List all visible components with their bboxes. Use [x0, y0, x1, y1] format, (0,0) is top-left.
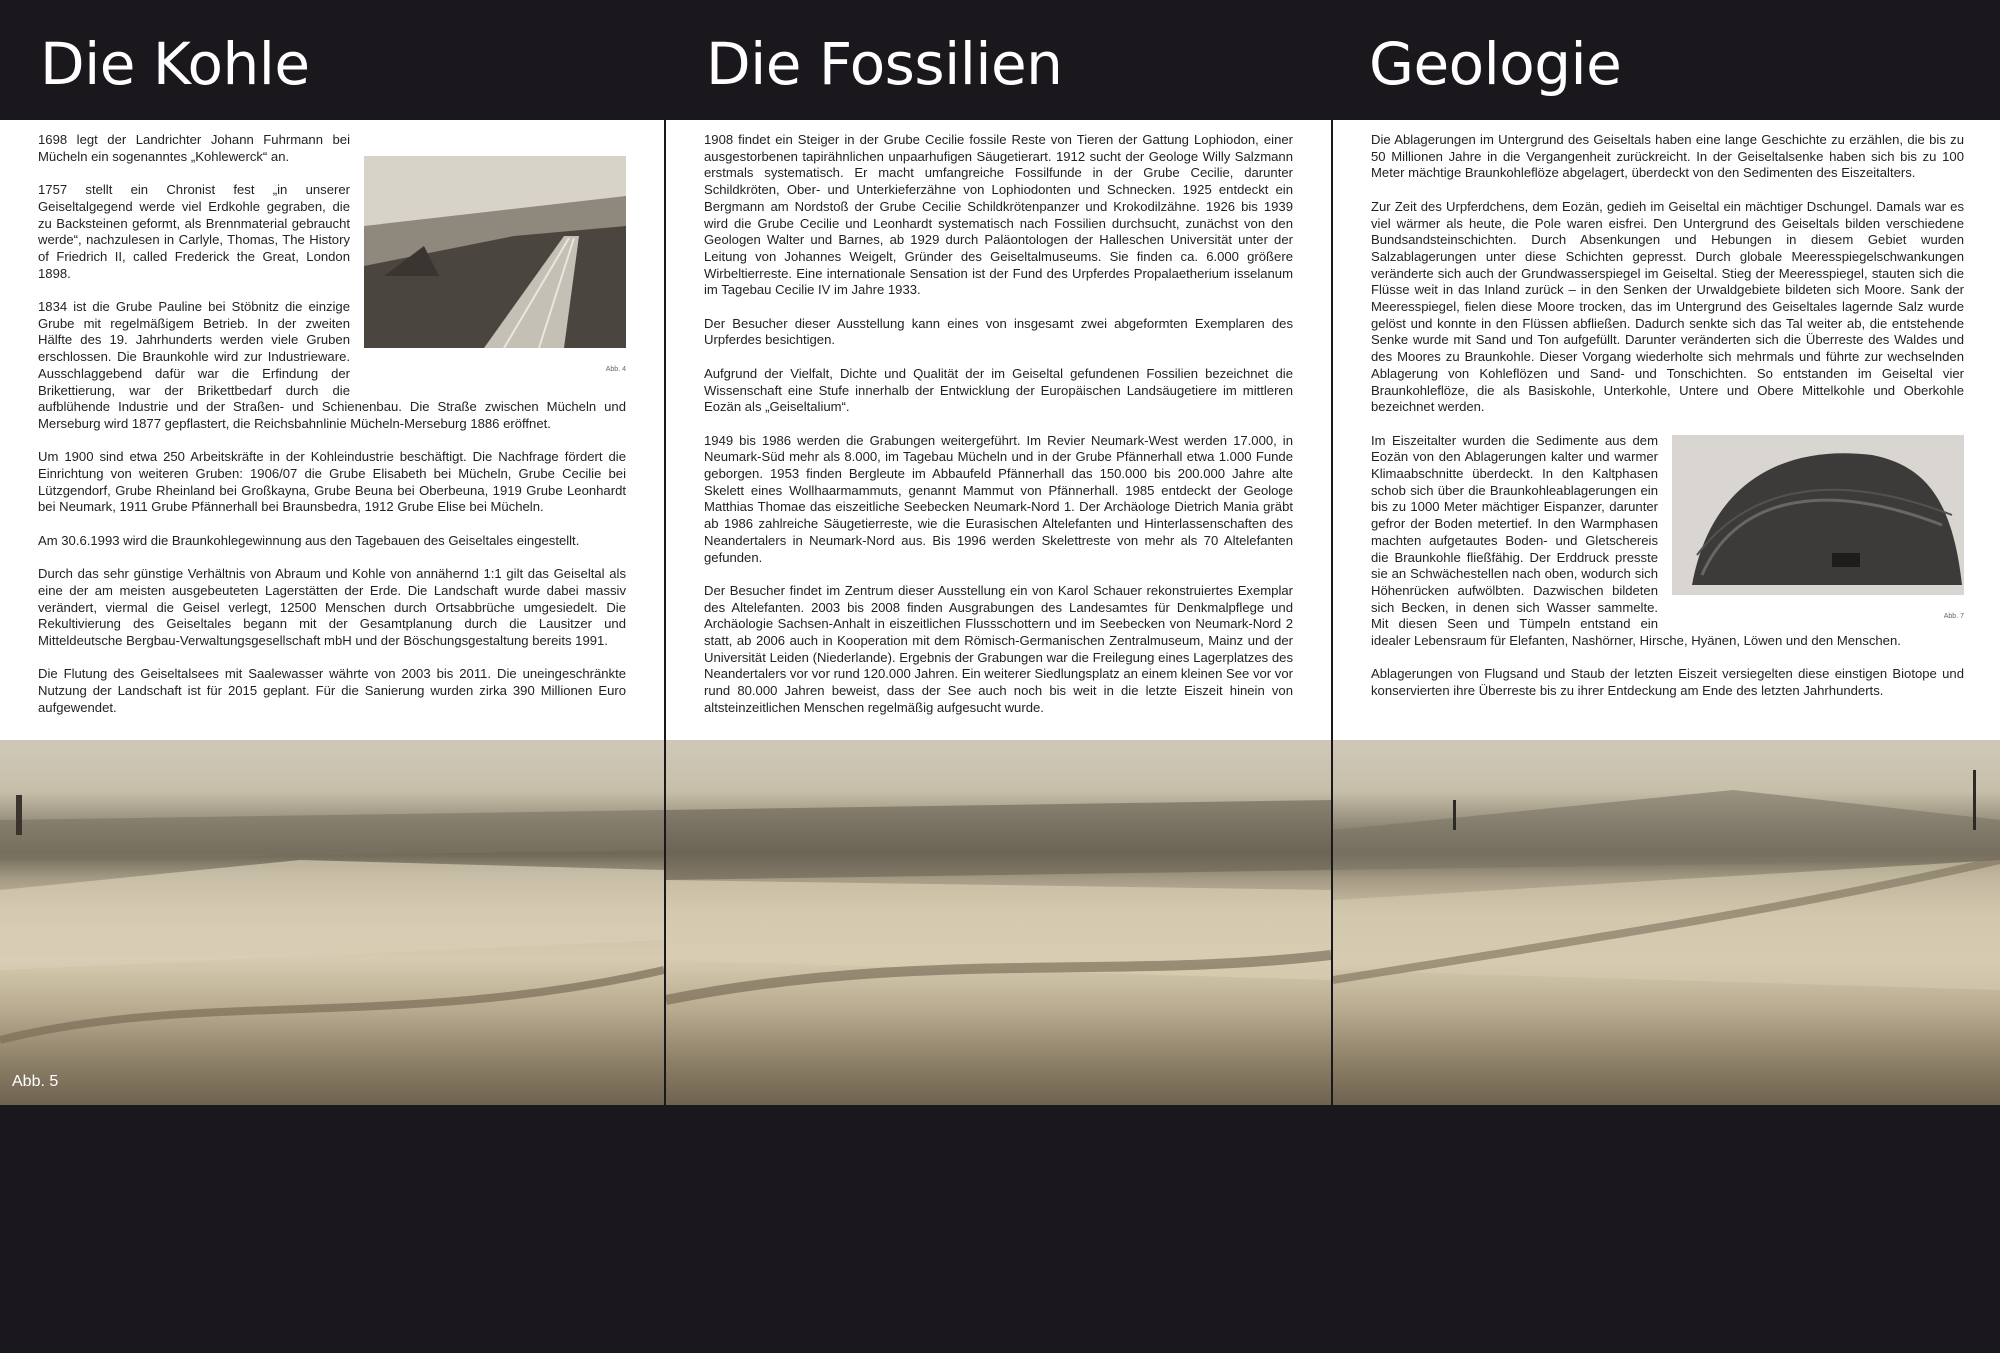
photo-abb-7	[1672, 435, 1964, 626]
text-panel	[1333, 120, 2000, 740]
photo-image	[1672, 435, 1964, 595]
paragraph: 1834 ist die Grube Pauline bei Stöbnitz die einzige Grube mit regelmäßigem Betrieb. In der zweiten Hälfte des 19. Jahrhunderts werden viele Gruben erschlossen. Die Braunkohle wird zur Industrieware. Ausschlaggebend dafür war die Erfindung der Brikettierung, war der Brikettbedarf durch die aufblühende Industrie und der Straßen- und Schienenbau. Die Straße zwischen Mücheln und Merseburg wird 1877 gepflastert, die Reichsbahnlinie Mücheln-Merseburg 1886 eröffnet.	[38, 299, 626, 431]
panorama-photo-right	[1333, 740, 2000, 1105]
photo-caption: Abb. 4	[605, 366, 626, 373]
paragraph: Durch das sehr günstige Verhältnis von Abraum und Kohle von annähernd 1:1 gilt das Geiseltal als eine der am meisten ausgebeuteten Lagerstätten der Erde. Die Landschaft wurde dabei massiv verändert, viermal die Geisel verlegt, 12500 Menschen durch Ortsabbrüche umgesiedelt. Die Rekultivierung des Geiseltales begann mit der Gesamtplanung durch die Lausitzer und Mitteldeutsche Bergbau-Verwaltungsgesellschaft mbH und der Böschungsgestaltung bereits 1991.	[38, 566, 626, 649]
photo-abb-4	[364, 156, 626, 379]
paragraph: 1949 bis 1986 werden die Grabungen weitergeführt. Im Revier Neumark-West werden 17.000, in Neumark-Süd mehr als 8.000, im Tagebau Mücheln und in der Grube Pfännerhall etwa 1.000 Funde geborgen. 1953 finden Bergleute im Abbaufeld Pfännerhall das 150.000 bis 200.000 Jahre alte Skelett eines Wollhaarmammuts, genannt Mammut von Pfännerhall. 1985 entdeckt der Geologe Matthias Thomae das eiszeitliche Seebecken Neumark-Nord 1. Der Archäologe Dietrich Mania gräbt ab 1986 zahlreiche Säugetierreste, wie die Eurasischen Altelefanten und Hinterlassenschaften des Neandertalers in Neumark-Nord aus. Bis 1996 werden Skelettreste von mehr als 70 Altelefanten gefunden.	[704, 432, 1293, 565]
paragraph: Die Flutung des Geiseltalsees mit Saalewasser währte von 2003 bis 2011. Die uneingeschränkte Nutzung der Landschaft ist für 2015 geplant. Für die Sanierung wurden zirka 390 Millionen Euro aufgewendet.	[38, 666, 626, 715]
column-title: Die Kohle	[40, 30, 310, 98]
paragraph: Um 1900 sind etwa 250 Arbeitskräfte in der Kohleindustrie beschäftigt. Die Nachfrage fördert die Einrichtung von weiteren Gruben: 1906/07 die Grube Elisabeth bei Mücheln, Grube Cecilie bei Lützgendorf, Grube Rheinland bei Großkayna, Grube Beuna bei Oberbeuna, 1919 Grube Leonhardt bei Neumark, 1911 Grube Pfännerhall bei Braunsbedra, 1912 Grube Elise bei Mücheln.	[38, 449, 626, 515]
text-panel	[666, 120, 1331, 740]
text-panel	[0, 120, 664, 740]
paragraph: Ablagerungen von Flugsand und Staub der letzten Eiszeit versiegelten diese einstigen Biotope und konservierten ihre Überreste bis zu ihrer Entdeckung am Ende des letzten Jahrhunderts.	[1371, 666, 1964, 699]
column-divider	[1331, 118, 1333, 1105]
column-title: Die Fossilien	[706, 30, 1063, 98]
column-geologie	[1333, 0, 2000, 699]
panorama-caption: Abb. 5	[12, 1073, 59, 1090]
column-divider	[664, 118, 666, 1105]
panorama-graphic	[0, 740, 664, 1105]
panorama-photo-center	[666, 740, 1331, 1105]
text-body	[1371, 132, 1964, 717]
paragraph: 1908 findet ein Steiger in der Grube Cecilie fossile Reste von Tieren der Gattung Lophiodon, einer ausgestorbenen tapirähnlichen unpaarhufigen Säugetierart. 1912 sucht der Geologe Willy Salzmann erstmals systematisch. Er macht umfangreiche Fossilfunde in der Grube Cecilie, darunter Schildkröten, Ober- und Unterkieferzähne von Lophiodonten und Schnecken. 1925 entdeckt ein Bergmann am Nordstoß der Grube Cecilie Schildkrötenpanzer und Krokodilzähne. 1926 bis 1939 wird die Grube Cecilie und Leonhardt systematisch nach Fossilien durchsucht, zunächst von den Geologen Walter und Barnes, ab 1929 durch Paläontologen der Halleschen Universität unter der Leitung von Johannes Weigelt, Gründer des Geiseltalmuseums. Sie finden ca. 6.000 größere Wirbeltierreste. Eine internationale Sensation ist der Fund des Urpferdes Propalaetherium isselanum im Tagebau Cecilie IV im Jahre 1933.	[704, 132, 1293, 298]
photo-image	[364, 156, 626, 348]
paragraph: Der Besucher findet im Zentrum dieser Ausstellung ein von Karol Schauer rekonstruiertes Exemplar des Altelefanten. 2003 bis 2008 finden Ausgrabungen des Landesamtes für Denkmalpflege und Archäologie Sachsen-Anhalt in eiszeitlichen Flussschottern und im Seebecken von Neumark-Nord 2 statt, ab 2006 auch in Kooperation mit dem Römisch-Germanischen Zentralmuseum, Mainz und der Universität Leiden (Niederlande). Ergebnis der Grabungen war die Freilegung eines Lagerplatzes des Neandertalers vor vor rund 120.000 Jahren. Ein weiterer Siedlungsplatz an einem kleinen See vor vor rund 80.000 Jahren beweist, dass der See auch noch bis weit in die letzte Eiszeit hinein von altsteinzeitlichen Menschen regelmäßig aufgesucht wurde.	[704, 582, 1293, 715]
panorama-photo-left	[0, 740, 664, 1105]
mine-photo-graphic	[364, 156, 626, 348]
panorama-graphic	[1333, 740, 2000, 1105]
paragraph: Aufgrund der Vielfalt, Dichte und Qualität der im Geiseltal gefundenen Fossilien bezeichnet die Wissenschaft eine Stufe innerhalb der Entwicklung der Europäischen Landsäugetiere im mittleren Eozän als „Geiseltalium“.	[704, 365, 1293, 415]
coal-seam-photo-graphic	[1672, 435, 1964, 595]
text-body	[38, 132, 626, 733]
column-header	[0, 0, 664, 118]
paragraph: Die Ablagerungen im Untergrund des Geiseltals haben eine lange Geschichte zu erzählen, die bis zu 50 Millionen Jahre in die Vergangenheit zurückreicht. In der Geiseltalsenke haben sich bis zu 100 Meter mächtige Braunkohleflöze abgelagert, überdeckt von den Sedimenten des Eiszeitalters.	[1371, 132, 1964, 181]
paragraph: Der Besucher dieser Ausstellung kann eines von insgesamt zwei abgeformten Exemplaren des Urpferdes besichtigen.	[704, 315, 1293, 348]
paragraph: Zur Zeit des Urpferdchens, dem Eozän, gedieh im Geiseltal ein mächtiger Dschungel. Damals war es viel wärmer als heute, die Pole waren eisfrei. Den Untergrund des Geiseltals bilden verschiedene Bundsandsteinschichten. Durch Absenkungen und Hebungen in diesem Gebiet wurden Salzablagerungen unter diese Schichten gepresst. Durch globale Meeresspiegelschwankungen veränderte sich auch der Grundwasserspiegel im Geiseltal. Stieg der Meeresspiegel, stauten sich die Flüsse weit in das Inland zurück – in den Senken der Urwaldgebiete bildeten sich Moore. Sank der Meeresspiegel, fielen diese Moore trocken, das im Untergrund des Geiseltales lagernde Salz wurde gelöst und konnte in den Flüssen abfließen. Dadurch senkte sich das Tal weiter ab, die entstehende Senke wurde mit Sand und Ton aufgefüllt. Darunter veränderten sich die Überreste des Waldes und des Moores zu Braunkohle. Dieser Vorgang wiederholte sich mehrmals und führte zur wechselnden Ablagerung von Kohleflözen und Sand- und Tonschichten. So entstanden im Geiseltal vier Braunkohleflöze, die als Basiskohle, Unterkohle, Untere und Obere Mittelkohle und Oberkohle bezeichnet werden.	[1371, 198, 1964, 415]
paragraph: Im Eiszeitalter wurden die Sedimente aus dem Eozän von den Ablagerungen kalter und warmer Klimaabschnitte überdeckt. In den Kaltphasen schob sich über die Braunkohleablagerungen ein bis zu 1000 Meter mächtiger Eispanzer, darunter gefror der Boden metertief. In den Warmphasen machten aufgetautes Boden- und Gletschereis die Braunkohle fließfähig. Der Erddruck presste sie an Schwächestellen nach oben, wodurch sich Höhenrücken aufwölbten. Dazwischen bildeten sich Becken, in denen sich Wasser sammelte. Mit diesen Seen und Tümpeln entstand ein idealer Lebensraum für Elefanten, Nashörner, Hirsche, Hyänen, Löwen und den Menschen.	[1371, 432, 1901, 649]
column-header	[1333, 0, 2000, 118]
paragraph: 1698 legt der Landrichter Johann Fuhrmann bei Mücheln ein sogenanntes „Kohlewerck“ an.	[38, 132, 350, 164]
paragraph: 1757 stellt ein Chronist fest „in unserer Geiseltalgegend werde viel Erdkohle gegraben, die zu Backsteinen geformt, als Brennmaterial gebraucht werde“, nachzulesen in Carlyle, Thomas, The History of Friedrich II, called Frederick the Great, London 1898.	[38, 182, 350, 281]
photo-caption: Abb. 7	[1943, 612, 1964, 620]
column-title: Geologie	[1369, 30, 1622, 98]
column-die-fossilien	[666, 0, 1331, 715]
paragraph: Am 30.6.1993 wird die Braunkohlegewinnung aus den Tagebauen des Geiseltales eingestellt.	[38, 532, 580, 548]
column-die-kohle	[0, 0, 664, 1090]
text-body	[704, 132, 1293, 733]
column-header	[666, 0, 1331, 118]
panorama-graphic	[666, 740, 1331, 1105]
